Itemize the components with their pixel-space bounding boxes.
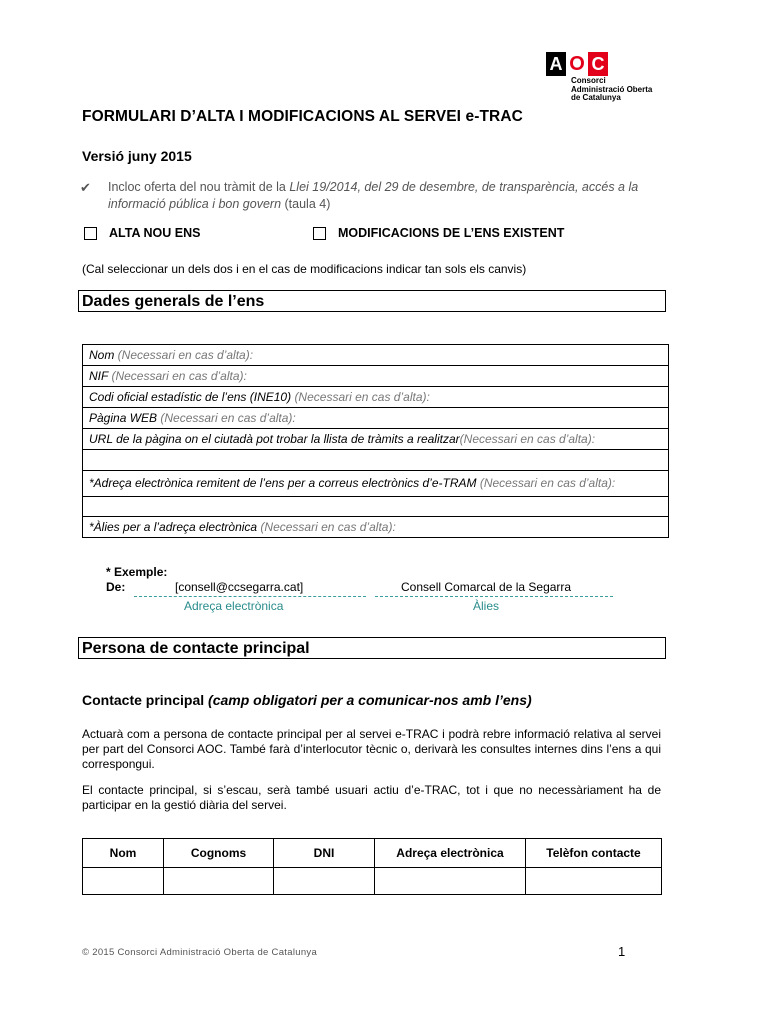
contact-subtitle-note: (camp obligatori per a comunicar-nos amb l’ens) bbox=[208, 692, 532, 708]
field-url-tramits-value[interactable] bbox=[83, 450, 669, 471]
contact-subtitle-text: Contacte principal bbox=[82, 692, 209, 708]
example-de-label: De: bbox=[106, 580, 126, 594]
logo-line-1: Consorci bbox=[571, 76, 606, 85]
example-alias: Consell Comarcal de la Segarra bbox=[401, 580, 572, 594]
contact-paragraph-1: Actuarà com a persona de contacte principal per al servei e-TRAC i podrà rebre informació relativa al servei per part del Consorci AOC. També farà d’interlocutor tècnic o, derivarà les consultes internes dins l’ens a qui correspongui. bbox=[82, 727, 661, 771]
field-label: URL de la pàgina on el ciutadà pot trobar la llista de tràmits a realitzar bbox=[89, 432, 460, 446]
table-row[interactable] bbox=[83, 408, 669, 429]
table-row[interactable] bbox=[83, 517, 669, 538]
field-pagina-web[interactable] bbox=[83, 408, 669, 429]
contact-table bbox=[82, 838, 662, 895]
version-label: Versió juny 2015 bbox=[82, 148, 192, 164]
field-hint: (Necessari en cas d’alta): bbox=[111, 369, 247, 383]
table-row[interactable] bbox=[83, 366, 669, 387]
field-adreca-remitent-value[interactable] bbox=[83, 496, 669, 517]
check-text-a: Incloc oferta del nou tràmit de la bbox=[108, 180, 290, 194]
field-label: Nom bbox=[89, 348, 118, 362]
input-nom[interactable] bbox=[83, 868, 164, 895]
field-codi-ine10[interactable] bbox=[83, 387, 669, 408]
alta-checkbox[interactable] bbox=[84, 227, 97, 240]
table-row[interactable] bbox=[83, 345, 669, 366]
field-label: Pàgina WEB bbox=[89, 411, 161, 425]
field-hint: (Necessari en cas d’alta): bbox=[294, 390, 430, 404]
option-modificacions-label: MODIFICACIONS DE L’ENS EXISTENT bbox=[338, 226, 565, 240]
aoc-logo bbox=[546, 52, 666, 102]
column-nom: Nom bbox=[83, 839, 164, 868]
table-row[interactable] bbox=[83, 496, 669, 517]
logo-line-3: de Catalunya bbox=[571, 93, 621, 102]
table-row[interactable] bbox=[83, 470, 669, 496]
logo-letter-o: O bbox=[566, 52, 588, 76]
document-title: FORMULARI D’ALTA I MODIFICACIONS AL SERVEI e-TRAC bbox=[82, 108, 523, 125]
section-contact-title: Persona de contacte principal bbox=[78, 637, 666, 659]
column-dni: DNI bbox=[274, 839, 375, 868]
input-cognoms[interactable] bbox=[164, 868, 274, 895]
field-label: *Adreça electrònica remitent de l’ens per a correus electrònics d’e-TRAM bbox=[89, 476, 480, 490]
table-row[interactable] bbox=[83, 429, 669, 450]
column-adreca: Adreça electrònica bbox=[375, 839, 526, 868]
field-label: Codi oficial estadístic de l’ens (INE10) bbox=[89, 390, 295, 404]
example-email-line bbox=[134, 596, 366, 597]
example-email: [consell@ccsegarra.cat] bbox=[175, 580, 304, 594]
footer-copyright: © 2015 Consorci Administració Oberta de Catalunya bbox=[82, 947, 318, 958]
input-adreca[interactable] bbox=[375, 868, 526, 895]
input-dni[interactable] bbox=[274, 868, 375, 895]
table-row bbox=[83, 868, 662, 895]
field-nom[interactable] bbox=[83, 345, 669, 366]
example-heading: * Exemple: bbox=[106, 565, 168, 579]
logo-letter-c: C bbox=[588, 52, 608, 76]
column-telefon: Telèfon contacte bbox=[526, 839, 662, 868]
field-alies[interactable] bbox=[83, 517, 669, 538]
contact-table-header bbox=[83, 839, 662, 868]
example-alias-caption: Àlies bbox=[473, 599, 500, 613]
column-cognoms: Cognoms bbox=[164, 839, 274, 868]
option-alta-label: ALTA NOU ENS bbox=[109, 226, 201, 240]
modificacions-checkbox[interactable] bbox=[313, 227, 326, 240]
table-row[interactable] bbox=[83, 450, 669, 471]
field-nif[interactable] bbox=[83, 366, 669, 387]
example-email-caption: Adreça electrònica bbox=[184, 599, 284, 613]
option-modificacions[interactable] bbox=[313, 226, 564, 240]
field-label: *Àlies per a l’adreça electrònica bbox=[89, 520, 261, 534]
logo-mark bbox=[546, 52, 608, 76]
input-telefon[interactable] bbox=[526, 868, 662, 895]
logo-letter-a: A bbox=[546, 52, 566, 76]
selection-note: (Cal seleccionar un dels dos i en el cas de modificacions indicar tan sols els canvis) bbox=[82, 262, 527, 276]
general-data-table bbox=[82, 344, 669, 538]
contact-subtitle bbox=[82, 692, 532, 708]
field-label: NIF bbox=[89, 369, 112, 383]
field-hint: (Necessari en cas d’alta): bbox=[479, 476, 616, 490]
option-alta[interactable] bbox=[84, 226, 200, 240]
logo-line-2: Administració Oberta bbox=[571, 84, 653, 94]
field-hint: (Necessari en cas d’alta): bbox=[260, 520, 396, 534]
check-text-b: (taula 4) bbox=[281, 197, 331, 211]
page-number: 1 bbox=[618, 944, 626, 959]
section-general-data-title: Dades generals de l’ens bbox=[78, 290, 666, 312]
table-row[interactable] bbox=[83, 387, 669, 408]
field-hint: (Necessari en cas d’alta): bbox=[160, 411, 296, 425]
example-alias-line bbox=[375, 596, 613, 597]
field-url-tramits[interactable] bbox=[83, 429, 669, 450]
check-note-text bbox=[108, 179, 688, 213]
check-text-law: Llei 19/2014, del 29 de desembre, de transparència, accés a la informació pública i bon govern bbox=[108, 180, 639, 211]
field-hint: (Necessari en cas d’alta): bbox=[459, 432, 596, 446]
check-icon: ✔ bbox=[80, 180, 91, 195]
field-adreca-remitent[interactable] bbox=[83, 470, 669, 496]
contact-paragraph-2: El contacte principal, si s’escau, serà també usuari actiu d’e-TRAC, tot i que no necessàriament ha de participar en la gestió diària del servei. bbox=[82, 783, 661, 812]
logo-text bbox=[571, 77, 681, 103]
field-hint: (Necessari en cas d’alta): bbox=[117, 348, 254, 362]
